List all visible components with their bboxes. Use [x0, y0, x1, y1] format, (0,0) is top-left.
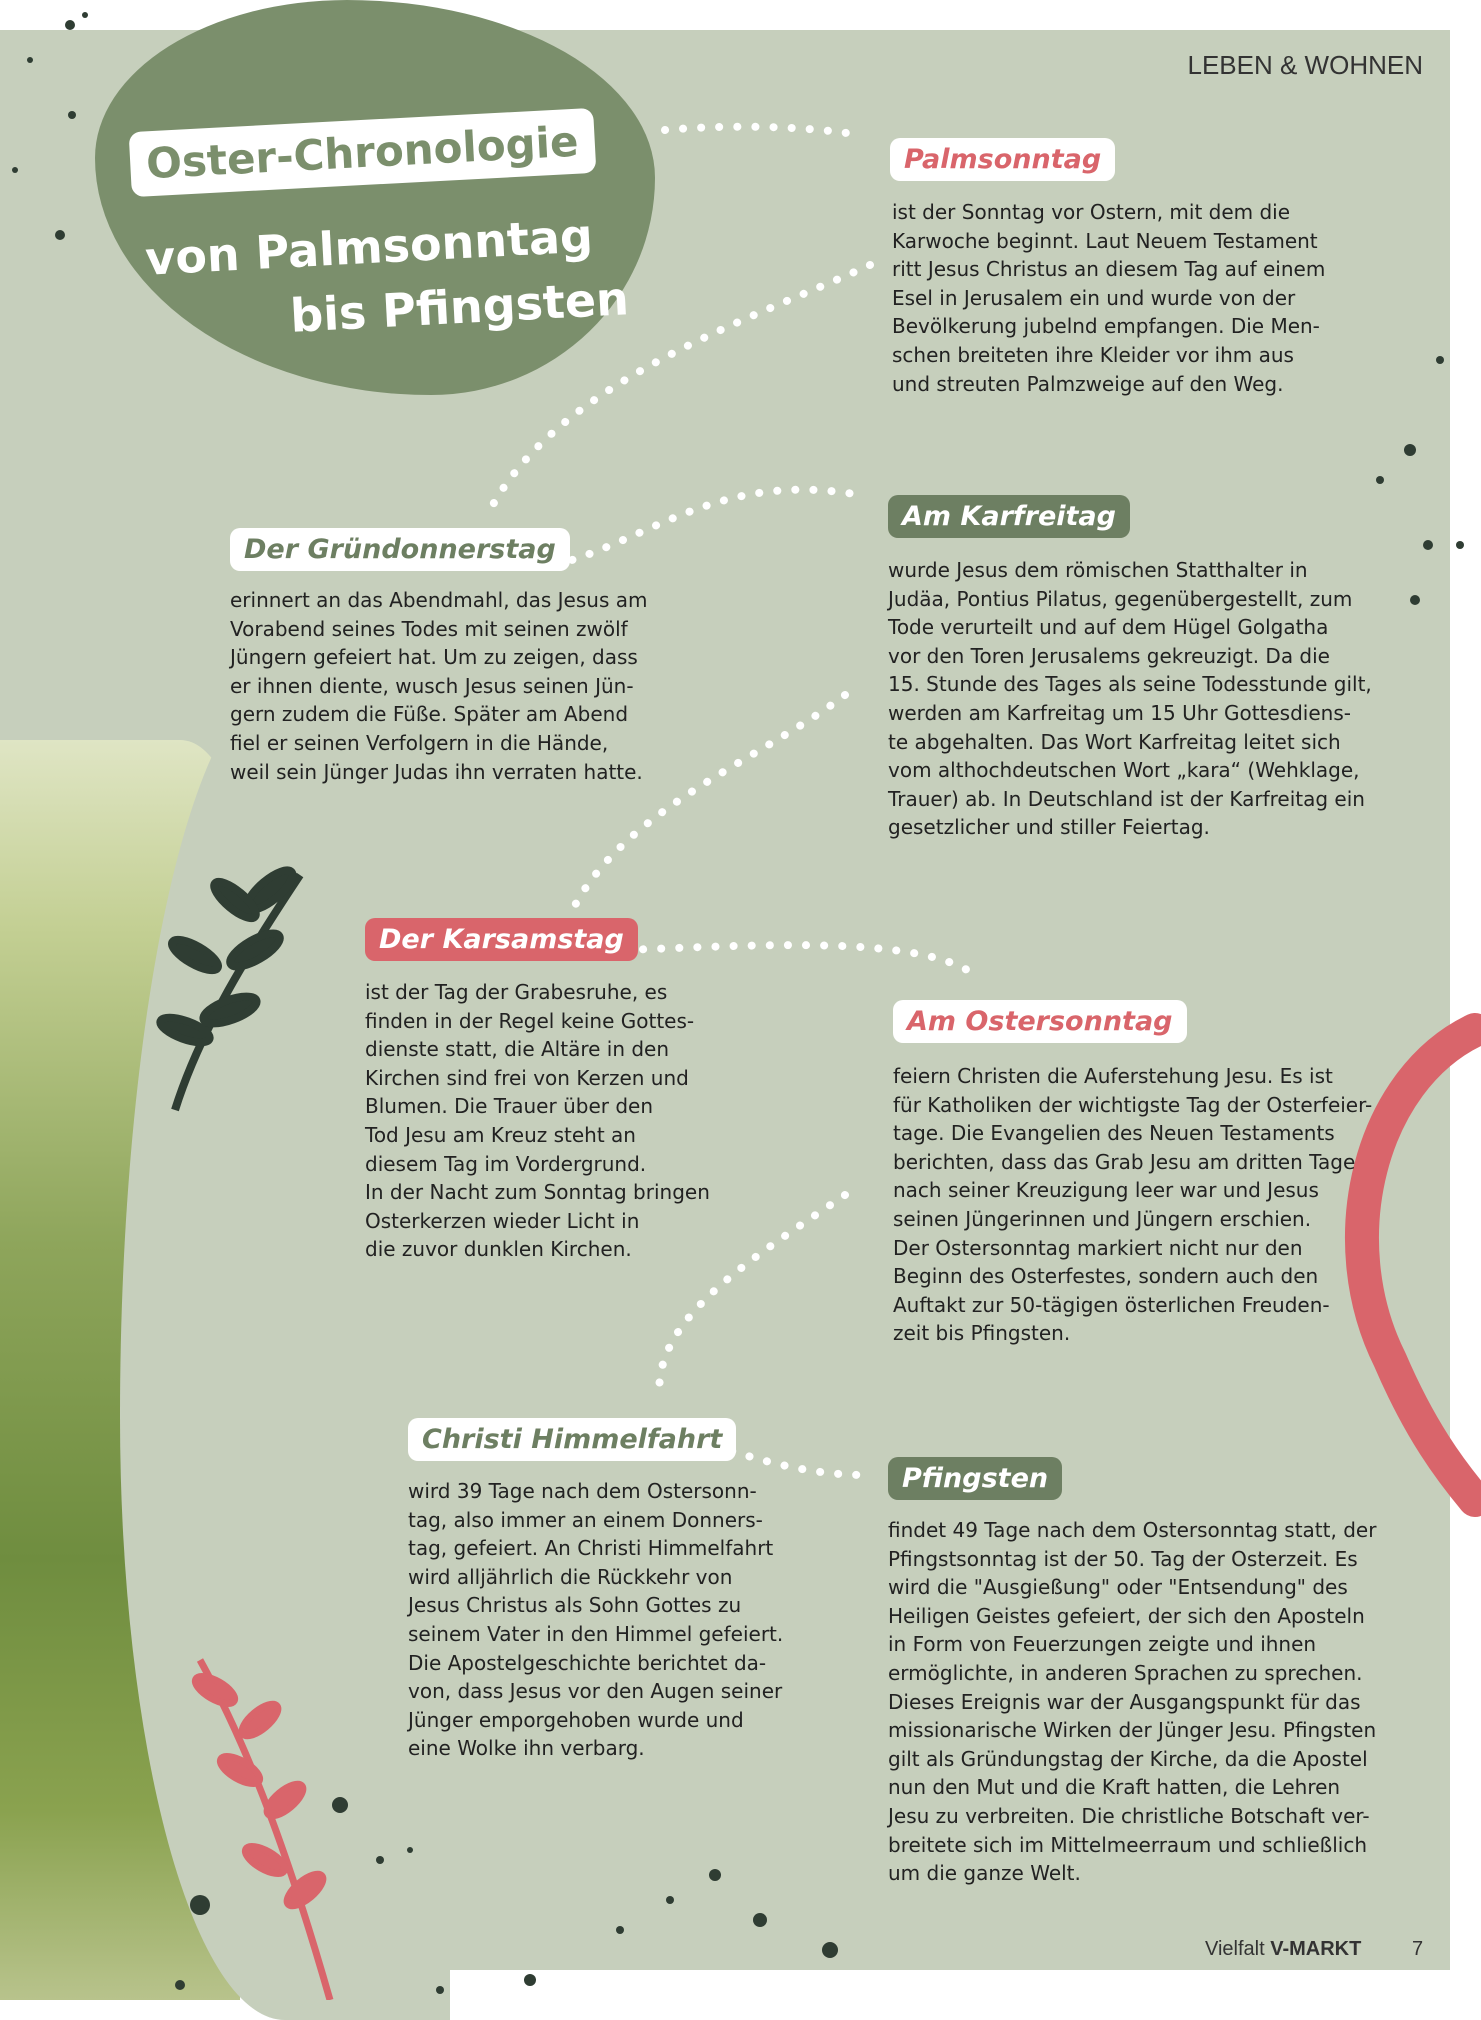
page-number: 7: [1412, 1938, 1424, 1960]
heading-christi-himmelfahrt: Christi Himmelfahrt: [408, 1418, 736, 1461]
heading-karfreitag: Am Karfreitag: [888, 495, 1130, 538]
footer-brand: [1205, 1938, 1361, 1961]
dotted-connector: [715, 1445, 865, 1475]
text-karfreitag: wurde Jesus dem römischen Statthalter in Judäa, Pontius Pilatus, gegenübergestellt, zum Tode verurteilt und auf dem Hügel Golgatha vor den Toren Jerusalems gekreuzigt. Da die 15. Stunde des Tages als seine Todesstunde gilt, werden am Karfreitag um 15 Uhr Gottesdiens- te abgehalten. Das Wort Karfreitag leitet sich vom althochdeutschen Wort „kara“ (Wehklage, Trauer) ab. In Deutschland ist der Karfreitag ein gesetzlicher und stiller Feiertag.: [888, 558, 1372, 840]
text-palmsonntag: ist der Sonntag vor Ostern, mit dem die Karwoche beginnt. Laut Neuem Testament ritt Jesus Christus an diesem Tag auf einem Esel in Jerusalem ein und wurde von der Bevölkerung jubelnd empfangen. Die Men- schen breiteten ihre Kleider vor ihm aus und streuten Palmzweige auf den Weg.: [892, 200, 1326, 396]
page-title: Oster-Chronologie: [129, 108, 596, 197]
dotted-connector: [625, 945, 975, 975]
dotted-connector: [555, 490, 860, 565]
dotted-connector: [665, 127, 860, 135]
text-gruendonnerstag: erinnert an das Abendmahl, das Jesus am Vorabend seines Todes mit seinen zwölf Jüngern gefeiert hat. Um zu zeigen, dass er ihnen diente, wusch Jesus seinen Jün- gern zudem die Füße. Später am Abend fiel er seinen Verfolgern in die Hände, weil sein Jünger Judas ihn verraten hatte.: [230, 588, 648, 784]
page-subtitle-line1: von Palmsonntag: [143, 208, 595, 286]
heading-ostersonntag: Am Ostersonntag: [893, 1000, 1187, 1043]
text-pfingsten: findet 49 Tage nach dem Ostersonntag statt, der Pfingstsonntag ist der 50. Tag der Osterzeit. Es wird die "Ausgießung" oder "Entsendung" des Heiligen Geistes gefeiert, der sich den Aposteln in Form von Feuerzungen zeigte und ihnen ermöglichte, in anderen Sprachen zu sprechen. Dieses Ereignis war der Ausgangspunkt für das missionarische Wirken der Jünger Jesu. Pfingsten gilt als Gründungstag der Kirche, da die Apostel nun den Mut und die Kraft hatten, die Lehren Jesu zu verbreiten. Die christliche Botschaft ver- breitete sich im Mittelmeerraum und schließlich um die ganze Welt.: [888, 1518, 1377, 1886]
text-ostersonntag: feiern Christen die Auferstehung Jesu. Es ist für Katholiken der wichtigste Tag der Osterfeier- tage. Die Evangelien des Neuen Testaments berichten, dass das Grab Jesu am dritten Tage nach seiner Kreuzigung leer war und Jesus seinen Jüngerinnen und Jüngern erschien. Der Ostersonntag markiert nicht nur den Beginn des Osterfestes, sondern auch den Auftakt zur 50-tägigen österlichen Freuden- zeit bis Pfingsten.: [893, 1064, 1373, 1346]
footer-brand-prefix: Vielfalt: [1205, 1938, 1265, 1960]
footer-brand-name: V-MARKT: [1270, 1938, 1362, 1960]
text-karsamstag: ist der Tag der Grabesruhe, es finden in der Regel keine Gottes- dienste statt, die Altäre in den Kirchen sind frei von Kerzen und Blumen. Die Trauer über den Tod Jesu am Kreuz steht an diesem Tag im Vordergrund. In der Nacht zum Sonntag bringen Osterkerzen wieder Licht in die zuvor dunklen Kirchen.: [365, 980, 710, 1262]
heading-karsamstag: Der Karsamstag: [365, 918, 638, 961]
heading-palmsonntag: Palmsonntag: [890, 138, 1115, 181]
red-sprig-icon: [191, 1660, 330, 2000]
text-christi-himmelfahrt: wird 39 Tage nach dem Ostersonn- tag, also immer an einem Donners- tag, gefeiert. An Christi Himmelfahrt wird alljährlich die Rückkehr von Jesus Christus als Sohn Gottes zu seinem Vater in den Himmel gefeiert. Die Apostelgeschichte berichtet da- von, dass Jesus vor den Augen seiner Jünger emporgehoben wurde und eine Wolke ihn verbarg.: [408, 1479, 784, 1761]
leaf-sprig-icon: [157, 864, 300, 1110]
brush-stroke-icon: [1362, 1030, 1475, 1500]
heading-gruendonnerstag: Der Gründonnerstag: [230, 528, 570, 571]
heading-pfingsten: Pfingsten: [888, 1457, 1062, 1500]
section-label: LEBEN & WOHNEN: [1187, 50, 1423, 80]
page-subtitle-line2: bis Pfingsten: [288, 271, 631, 343]
